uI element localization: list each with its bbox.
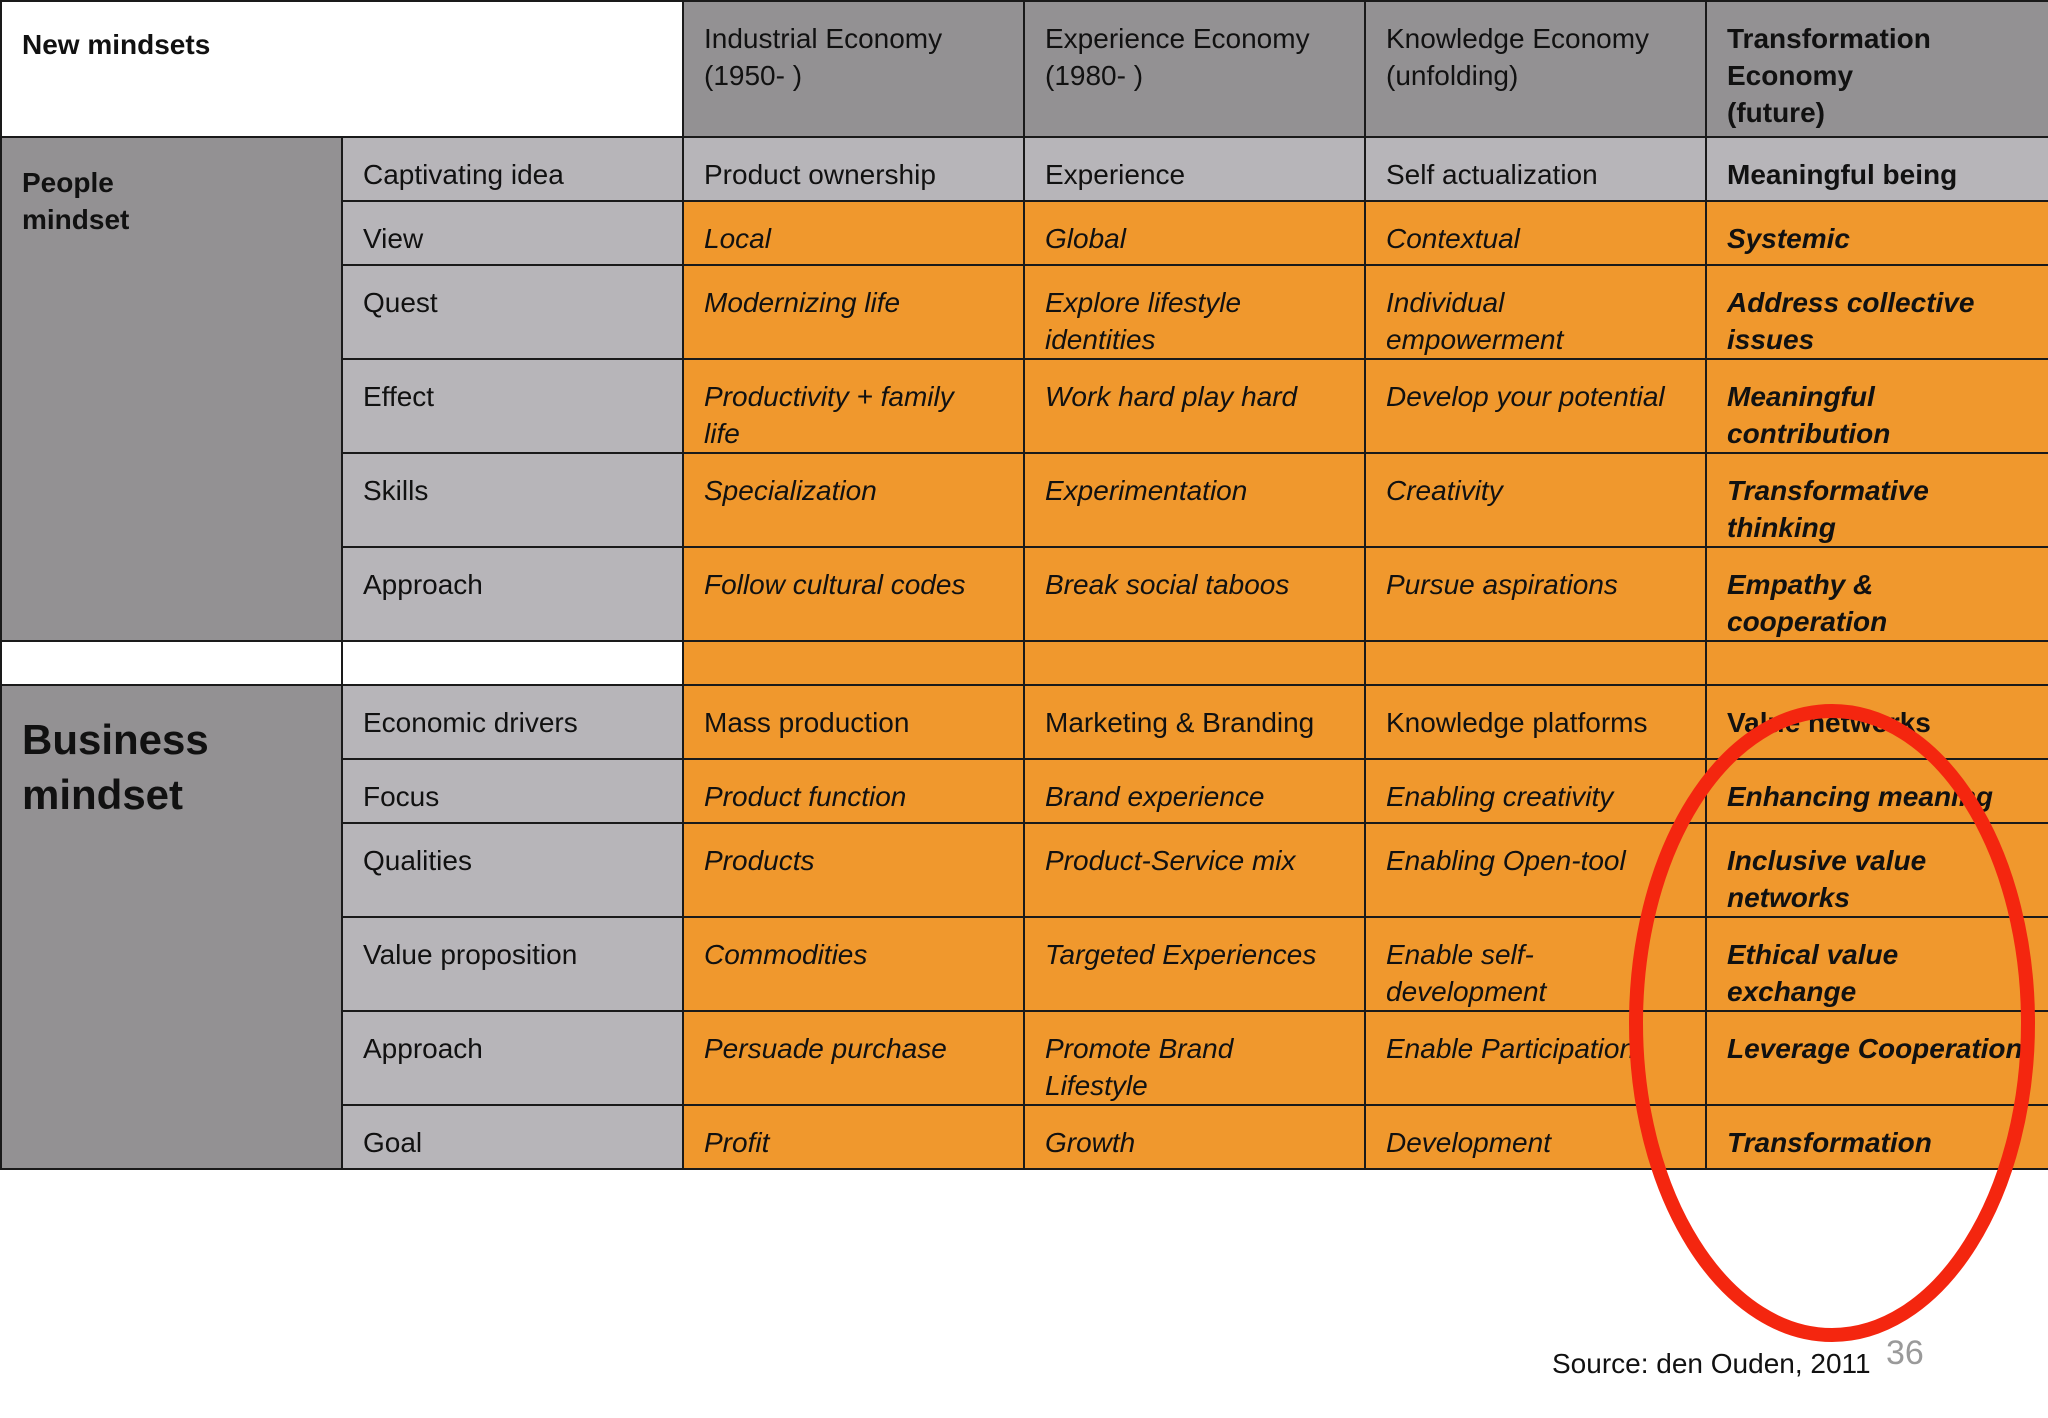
cell-experience: Experience (1024, 137, 1365, 201)
cell-industrial: Products (683, 823, 1024, 917)
cell-industrial: Local (683, 201, 1024, 265)
spacer-row (1, 641, 2048, 685)
cell-knowledge: Contextual (1365, 201, 1706, 265)
header-knowledge: Knowledge Economy (unfolding) (1365, 1, 1706, 137)
cell-transformation: Transformative thinking (1706, 453, 2048, 547)
header-industrial: Industrial Economy (1950- ) (683, 1, 1024, 137)
cell-transformation: Enhancing meaning (1706, 759, 2048, 823)
spacer-cell (342, 641, 683, 685)
spacer-cell (1706, 641, 2048, 685)
cell-industrial: Modernizing life (683, 265, 1024, 359)
header-transformation: Transformation Economy (future) (1706, 1, 2048, 137)
cell-knowledge: Self actualization (1365, 137, 1706, 201)
spacer-cell (1365, 641, 1706, 685)
cell-experience: Promote Brand Lifestyle (1024, 1011, 1365, 1105)
row-label: Approach (342, 1011, 683, 1105)
cell-transformation: Address collective issues (1706, 265, 2048, 359)
spacer-cell (683, 641, 1024, 685)
header-experience: Experience Economy (1980- ) (1024, 1, 1365, 137)
business-mindset-label: Business mindset (1, 685, 342, 1169)
row-label: Goal (342, 1105, 683, 1169)
header-row (1, 1, 2048, 137)
cell-industrial: Productivity + family life (683, 359, 1024, 453)
row-label: Captivating idea (342, 137, 683, 201)
cell-industrial: Mass production (683, 685, 1024, 759)
business-row (1, 685, 2048, 759)
cell-experience: Break social taboos (1024, 547, 1365, 641)
cell-industrial: Persuade purchase (683, 1011, 1024, 1105)
cell-knowledge: Enable self- development (1365, 917, 1706, 1011)
spacer-cell (1024, 641, 1365, 685)
cell-transformation: Leverage Cooperation (1706, 1011, 2048, 1105)
cell-transformation: Value networks (1706, 685, 2048, 759)
cell-knowledge: Develop your potential (1365, 359, 1706, 453)
row-label: Skills (342, 453, 683, 547)
cell-knowledge: Enable Participation (1365, 1011, 1706, 1105)
cell-experience: Growth (1024, 1105, 1365, 1169)
row-label: View (342, 201, 683, 265)
cell-knowledge: Creativity (1365, 453, 1706, 547)
cell-experience: Global (1024, 201, 1365, 265)
people-row (1, 137, 2048, 201)
cell-transformation: Systemic (1706, 201, 2048, 265)
row-label: Approach (342, 547, 683, 641)
cell-knowledge: Individual empowerment (1365, 265, 1706, 359)
row-label: Quest (342, 265, 683, 359)
cell-industrial: Profit (683, 1105, 1024, 1169)
cell-experience: Explore lifestyle identities (1024, 265, 1365, 359)
cell-experience: Brand experience (1024, 759, 1365, 823)
cell-industrial: Product ownership (683, 137, 1024, 201)
cell-experience: Experimentation (1024, 453, 1365, 547)
cell-transformation: Meaningful contribution (1706, 359, 2048, 453)
row-label: Qualities (342, 823, 683, 917)
cell-industrial: Specialization (683, 453, 1024, 547)
spacer-cell (1, 641, 342, 685)
source-citation: Source: den Ouden, 2011 (1552, 1348, 1871, 1379)
cell-experience: Marketing & Branding (1024, 685, 1365, 759)
cell-knowledge: Knowledge platforms (1365, 685, 1706, 759)
cell-experience: Targeted Experiences (1024, 917, 1365, 1011)
cell-industrial: Product function (683, 759, 1024, 823)
page-title: New mindsets (1, 1, 683, 137)
cell-experience: Product-Service mix (1024, 823, 1365, 917)
cell-knowledge: Pursue aspirations (1365, 547, 1706, 641)
cell-knowledge: Enabling creativity (1365, 759, 1706, 823)
cell-experience: Work hard play hard (1024, 359, 1365, 453)
row-label: Effect (342, 359, 683, 453)
cell-transformation: Meaningful being (1706, 137, 2048, 201)
cell-transformation: Empathy & cooperation (1706, 547, 2048, 641)
page-number: 36 (1886, 1334, 1924, 1372)
row-label: Value proposition (342, 917, 683, 1011)
row-label: Focus (342, 759, 683, 823)
cell-industrial: Commodities (683, 917, 1024, 1011)
cell-transformation: Transformation (1706, 1105, 2048, 1169)
people-mindset-label: People mindset (1, 137, 342, 641)
cell-knowledge: Development (1365, 1105, 1706, 1169)
cell-transformation: Ethical value exchange (1706, 917, 2048, 1011)
row-label: Economic drivers (342, 685, 683, 759)
cell-transformation: Inclusive value networks (1706, 823, 2048, 917)
cell-industrial: Follow cultural codes (683, 547, 1024, 641)
cell-knowledge: Enabling Open-tool (1365, 823, 1706, 917)
